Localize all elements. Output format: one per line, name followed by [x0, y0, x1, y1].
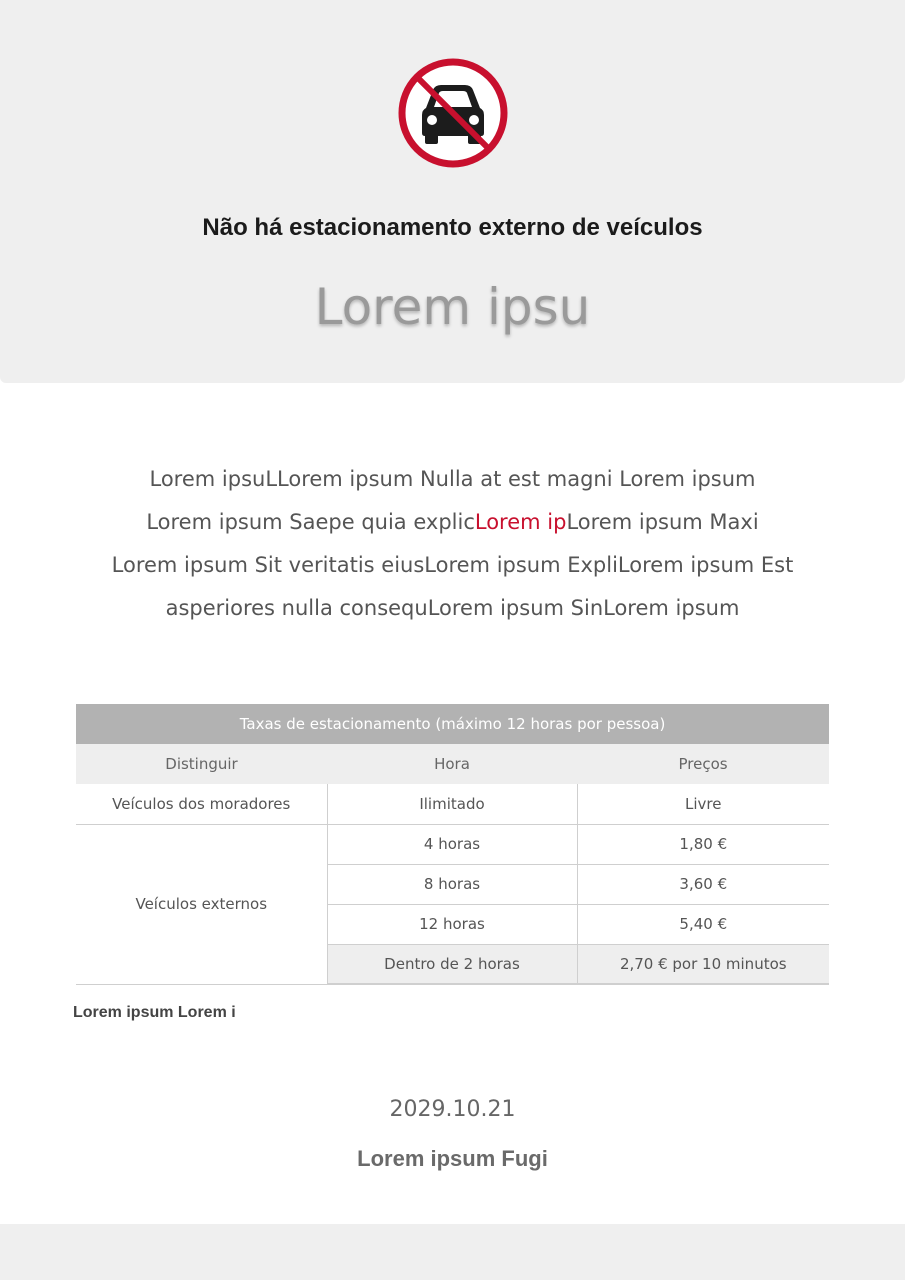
highlighted-text: Lorem ip — [474, 510, 567, 534]
price-cell: Livre — [577, 784, 829, 824]
price-cell: 3,60 € — [577, 864, 829, 904]
hour-cell: 8 horas — [327, 864, 577, 904]
page-heading: Não há estacionamento externo de veículos — [202, 214, 703, 241]
intro-line-4: asperiores nulla consequLorem ipsum SinLorem ipsum — [165, 596, 740, 620]
intro-line-1: Lorem ipsuLLorem ipsum Nulla at est magni Lorem ipsum — [149, 467, 756, 491]
table-row — [76, 784, 829, 824]
intro-paragraph — [80, 458, 825, 630]
column-header-distinguish: Distinguir — [76, 744, 327, 784]
intro-line-3: Lorem ipsum Sit veritatis eiusLorem ipsum ExpliLorem ipsum Est — [111, 553, 794, 577]
parking-fees-table — [76, 704, 829, 985]
price-cell: 5,40 € — [577, 904, 829, 944]
no-parking-car-icon — [396, 56, 510, 170]
header-panel — [0, 0, 905, 383]
hour-cell: 12 horas — [327, 904, 577, 944]
price-cell: 2,70 € por 10 minutos — [577, 944, 829, 984]
price-cell: 1,80 € — [577, 824, 829, 864]
hour-cell: Dentro de 2 horas — [327, 944, 577, 984]
category-cell: Veículos dos moradores — [76, 784, 327, 824]
column-header-price: Preços — [577, 744, 829, 784]
footer-band — [0, 1224, 905, 1280]
notice-signature: Lorem ipsum Fugi — [357, 1146, 548, 1171]
page-title: Lorem ipsu — [314, 278, 591, 336]
table-caption: Taxas de estacionamento (máximo 12 horas por pessoa) — [76, 704, 829, 744]
intro-line-2: Lorem ipsum Saepe quia explicLorem ipLorem ipsum Maxi — [146, 510, 759, 534]
column-header-hour: Hora — [327, 744, 577, 784]
table-row — [76, 824, 829, 864]
hour-cell: Ilimitado — [327, 784, 577, 824]
table-footnote: Lorem ipsum Lorem i — [73, 1004, 236, 1021]
notice-date: 2029.10.21 — [389, 1097, 516, 1122]
category-cell: Veículos externos — [76, 824, 327, 984]
hour-cell: 4 horas — [327, 824, 577, 864]
